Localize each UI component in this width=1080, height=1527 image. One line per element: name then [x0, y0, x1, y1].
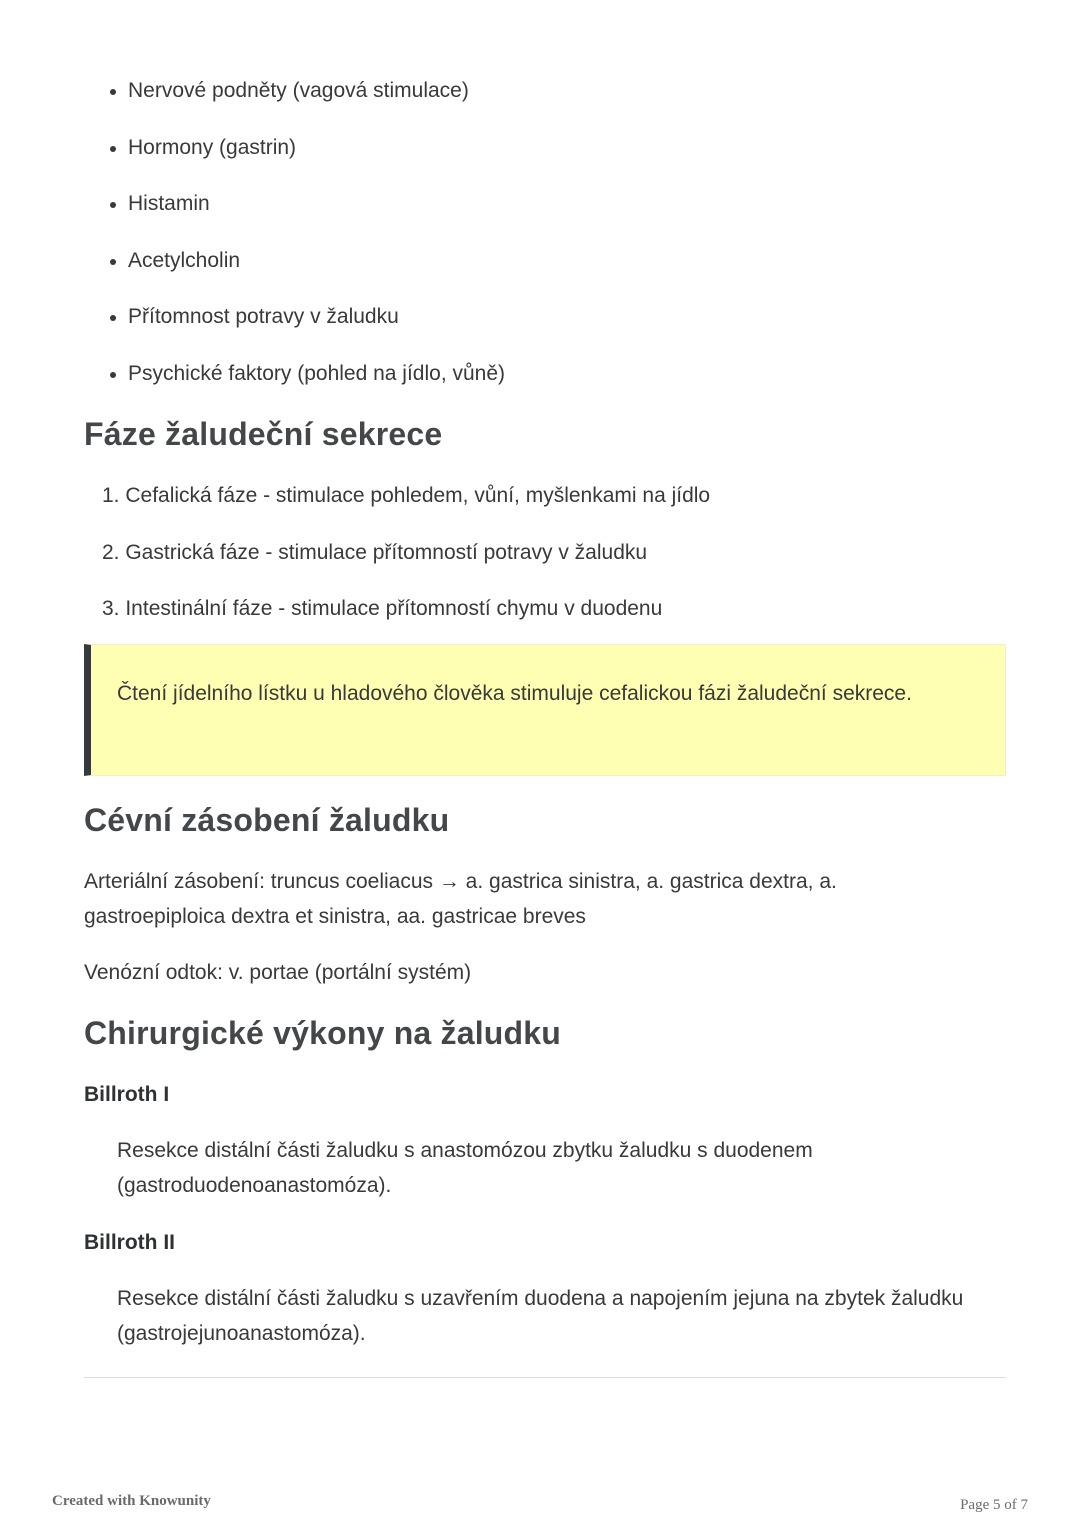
list-item: Hormony (gastrin)	[110, 129, 505, 167]
procedure-description-billroth-2: Resekce distální části žaludku s uzavřením duodena a napojením jejuna na zbytek žaludku (gastrojejunoanastomóza).	[117, 1287, 964, 1345]
bullet-icon	[110, 259, 116, 265]
bullet-icon	[110, 315, 116, 321]
section-heading-phases: Fáze žaludeční sekrece	[84, 416, 443, 452]
list-item: 1. Cefalická fáze - stimulace pohledem, vůní, myšlenkami na jídlo	[102, 484, 711, 507]
bullet-icon	[110, 89, 116, 95]
divider	[84, 1377, 1006, 1378]
callout-text: Čtení jídelního lístku u hladového člověka stimuluje cefalickou fázi žaludeční sekrece.	[117, 682, 912, 705]
bullet-icon	[110, 202, 116, 208]
stimuli-list	[110, 72, 505, 412]
arterial-supply-text: Arteriální zásobení: truncus coeliacus → a. gastrica sinistra, a. gastrica dextra, a. gastroepiploica dextra et sinistra, aa. gastricae breves	[84, 870, 837, 928]
section-heading-surgery: Chirurgické výkony na žaludku	[84, 1015, 562, 1051]
highlight-callout	[84, 644, 1006, 776]
list-item: Přítomnost potravy v žaludku	[110, 298, 505, 336]
procedure-title-billroth-2: Billroth II	[84, 1231, 175, 1254]
list-item: 3. Intestinální fáze - stimulace přítomností chymu v duodenu	[102, 597, 663, 620]
list-item: Psychické faktory (pohled na jídlo, vůně)	[110, 355, 505, 393]
bullet-icon	[110, 372, 116, 378]
list-item: 2. Gastrická fáze - stimulace přítomností potravy v žaludku	[102, 540, 648, 564]
venous-drainage-text: Venózní odtok: v. portae (portální systém)	[84, 961, 472, 984]
created-with-label: Created with Knowunity	[52, 1493, 211, 1509]
section-heading-blood-supply: Cévní zásobení žaludku	[84, 802, 450, 838]
list-item: Nervové podněty (vagová stimulace)	[110, 72, 505, 110]
bullet-icon	[110, 146, 116, 152]
page-number: Page 5 of 7	[960, 1497, 1028, 1513]
list-item: Acetylcholin	[110, 242, 505, 280]
phases-list	[102, 477, 710, 647]
list-item: Histamin	[110, 185, 505, 223]
procedure-description-billroth-1: Resekce distální části žaludku s anastomózou zbytku žaludku s duodenem (gastroduodenoanastomóza).	[117, 1139, 813, 1197]
procedure-title-billroth-1: Billroth I	[84, 1083, 170, 1106]
